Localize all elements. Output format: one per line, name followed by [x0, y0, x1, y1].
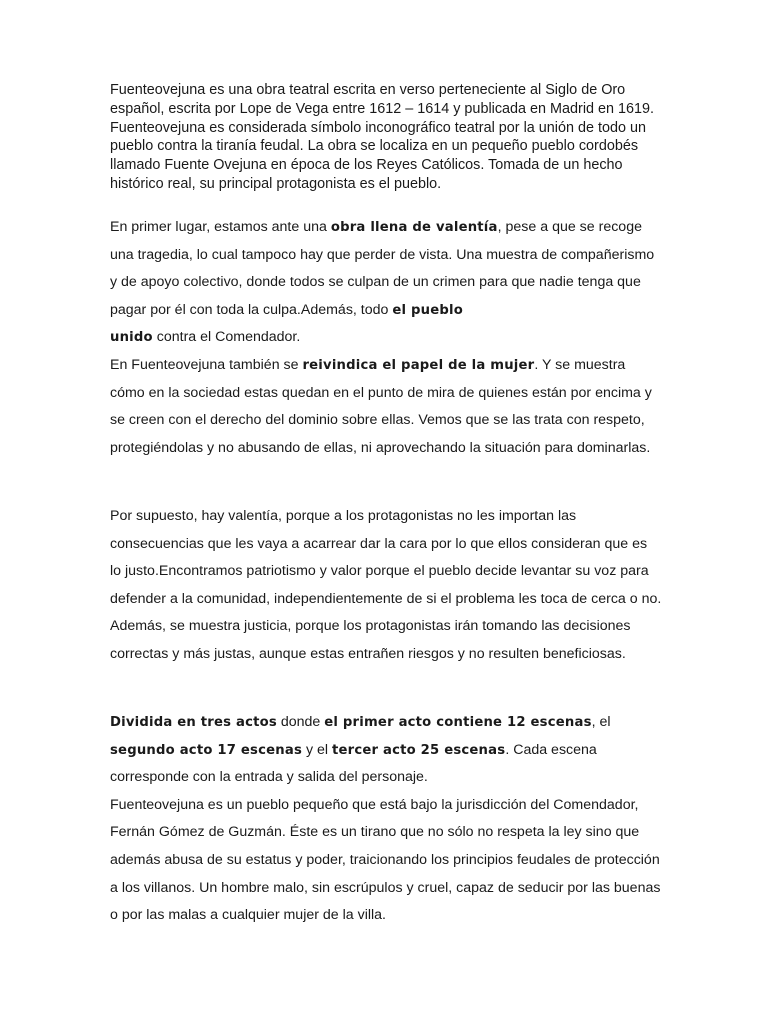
bold-text: Dividida en tres actos — [110, 715, 277, 730]
intro-paragraph: Fuenteovejuna es una obra teatral escrita en verso perteneciente al Siglo de Oro español, escrita por Lope de Vega entre 1612 – 1614 y publicada en Madrid en 1619. Fuenteovejuna es considerada símbolo inconográfico teatral por la unión de todo un pueblo contra la tiranía feudal. La obra se localiza en un pequeño pueblo cordobés llamado Fuente Ovejuna en época de los Reyes Católicos. Tomada de un hecho histórico real, su principal protagonista es el pueblo. — [110, 82, 655, 192]
text-span: . Cada escena corresponde con la entrada y salida del personaje. — [110, 741, 597, 786]
mujer-paragraph — [110, 352, 662, 462]
bold-text: tercer acto 25 escenas — [331, 742, 506, 758]
text-span: donde — [276, 714, 325, 730]
text-span: , el — [591, 714, 611, 730]
text-span: y el — [302, 741, 332, 758]
justicia-paragraph: Por supuesto, hay valentía, porque a los protagonistas no les importan las consecuencias que les vaya a acarrear dar la cara por lo que ellos consideran que es lo justo.Encontramos patriotismo y valor porque el pueblo decide levantar su voz para defender a la comunidad, independientemente de si el problema les toca de cerca o no. Además, se muestra justicia, porque los protagonistas irán tomando las decisiones correctas y más justas, aunque estas entrañen riesgos y no resulten beneficiosas. — [110, 508, 662, 662]
bold-text: segundo acto 17 escenas — [110, 742, 303, 758]
bold-text: obra llena de valentía — [330, 220, 498, 235]
text-span: contra el Comendador. — [152, 329, 301, 346]
text-span: . Y se muestra cómo en la sociedad estas quedan en el punto de mira de quienes están por encima y se creen con el derecho del dominio sobre ellas. Vemos que se las trata con respeto, protegiéndolas y no abusando de ellas, ni aprovechando la situación para dominarlas. — [110, 356, 652, 456]
justicia-section — [110, 503, 662, 669]
actos-paragraph — [110, 709, 662, 792]
text-span: , pese a que se recoge una tragedia, lo cual tampoco hay que perder de vista. Una muestra de compañerismo y de apoyo colectivo, donde todos se culpan de un crimen para que nadie tenga que pagar por él con toda la culpa.Además, todo — [110, 219, 655, 318]
text-span: En Fuenteovejuna también se — [110, 356, 303, 373]
bold-text: el pueblo — [392, 302, 464, 318]
valentia-paragraph — [110, 214, 662, 352]
bold-text: unido — [110, 330, 153, 346]
bold-text: el primer acto contiene 12 escenas — [324, 715, 592, 730]
text-span: En primer lugar, estamos ante una — [110, 219, 331, 235]
comendador-paragraph: Fuenteovejuna es un pueblo pequeño que está bajo la jurisdicción del Comendador, Fernán Gómez de Guzmán. Éste es un tirano que no sólo no respeta la ley sino que además abusa de su estatus y poder, traicionando los principios feudales de protección a los villanos. Un hombre malo, sin escrúpulos y cruel, capaz de seducir por las buenas o por las malas a cualquier mujer de la villa. — [110, 796, 661, 924]
themes-section — [110, 214, 662, 462]
structure-section — [110, 709, 662, 930]
bold-text: reivindica el papel de la mujer — [302, 357, 535, 373]
